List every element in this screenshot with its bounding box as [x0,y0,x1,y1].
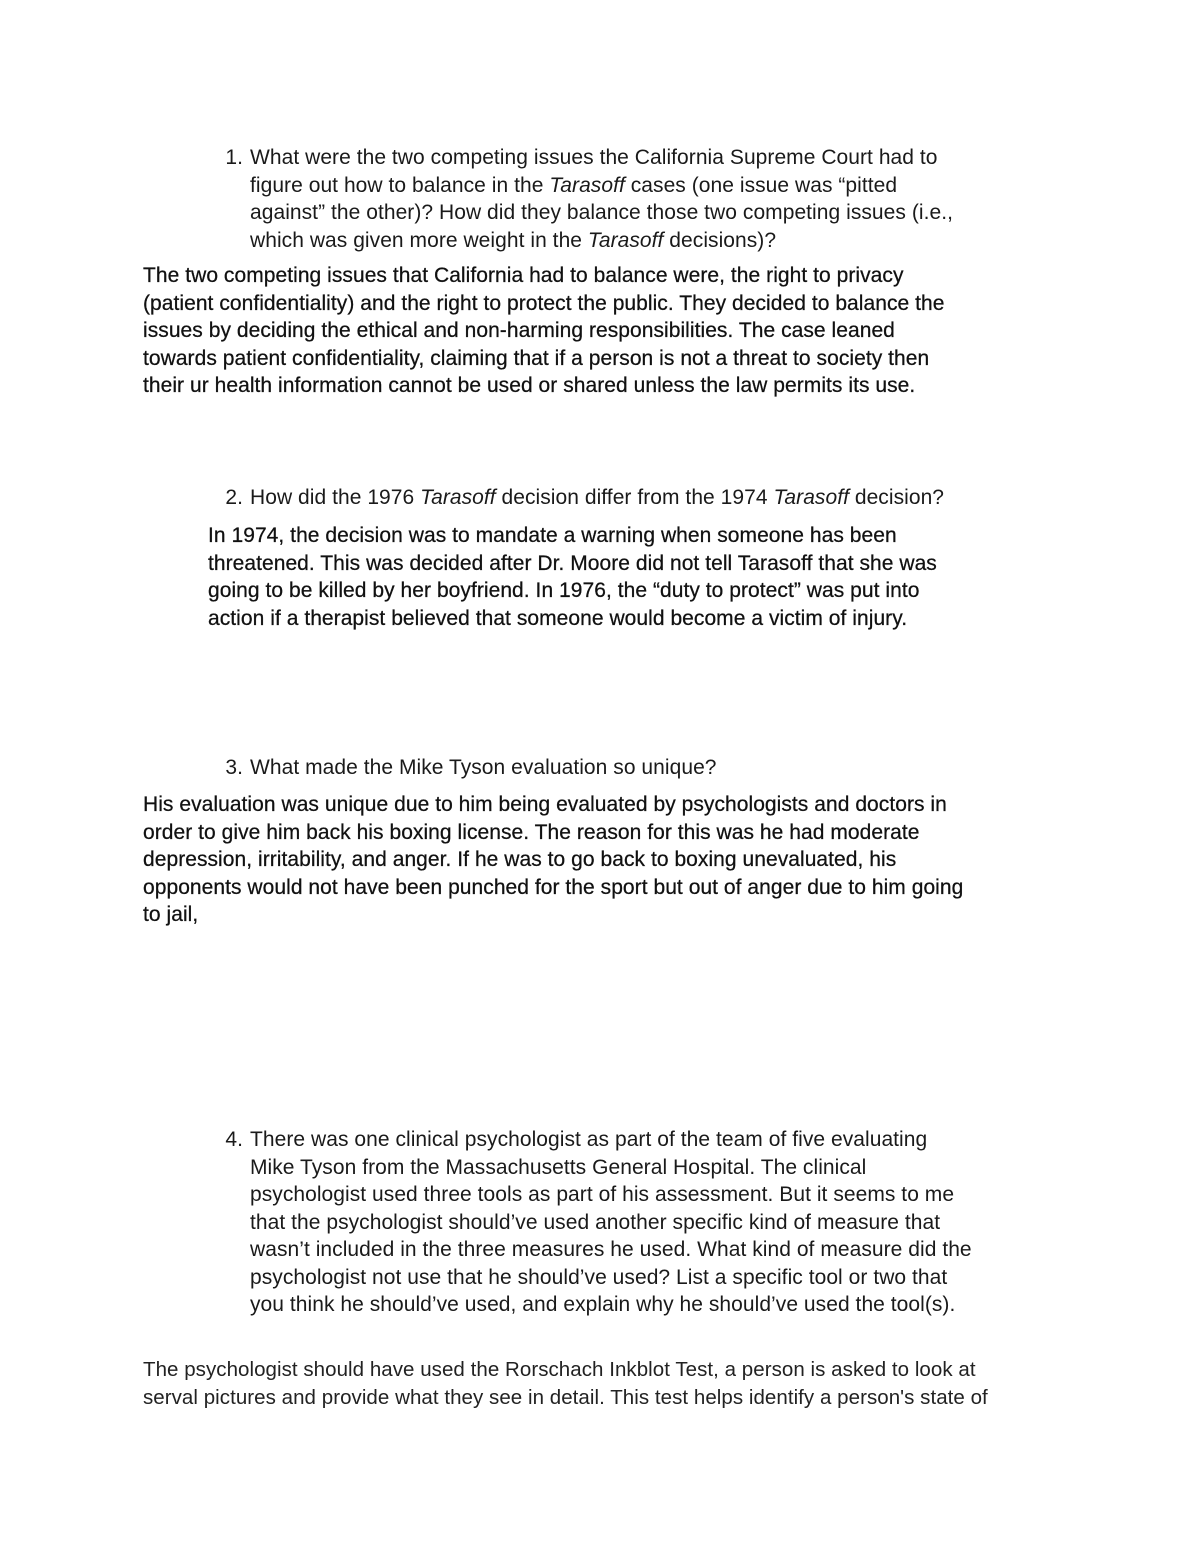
q4-line [250,1264,972,1292]
q4-line [250,1291,972,1319]
q3-line [250,754,717,782]
a3-line: depression, irritability, and anger. If he was to go back to boxing unevaluated, his [143,848,897,871]
a2-line: In 1974, the decision was to mandate a warning when someone has been [208,524,897,547]
q4-line [250,1236,972,1264]
answer-2 [208,522,937,632]
a3-line: His evaluation was unique due to him being evaluated by psychologists and doctors in [143,793,947,816]
a2-line: action if a therapist believed that someone would become a victim of injury. [208,606,908,630]
text-segment: What made the Mike Tyson evaluation so unique? [250,756,717,779]
a4-line: serval pictures and provide what they see in detail. This test helps identify a person's state of [143,1386,988,1409]
text-segment: against” the other)? How did they balance those two competing issues (i.e., [250,201,953,224]
text-segment: cases (one issue was “pitted [624,173,898,197]
text-segment: wasn’t included in the three measures he used. What kind of measure did the [250,1238,972,1261]
case-name-italic: Tarasoff [420,486,496,509]
answer-1 [143,262,944,400]
text-segment: What were the two competing issues the California Supreme Court had to [250,146,938,169]
case-name-italic: Tarasoff [549,173,625,197]
question-4-number: 4. [225,1128,243,1151]
text-segment: that the psychologist should’ve used another specific kind of measure that [250,1210,941,1234]
a2-line: threatened. This was decided after Dr. Moore did not tell Tarasoff that she was [208,551,937,575]
text-segment: psychologist not use that he should’ve used? List a specific tool or two that [250,1265,948,1289]
text-segment: decisions)? [663,228,777,252]
question-3-number: 3. [225,756,243,779]
question-2 [225,484,945,512]
a3-line: order to give him back his boxing license. The reason for this was he had moderate [143,820,920,844]
a1-line: towards patient confidentiality, claiming that if a person is not a threat to society then [143,346,930,370]
text-segment: you think he should’ve used, and explain why he should’ve used the tool(s). [250,1293,956,1316]
question-3 [225,754,717,782]
a3-line: to jail, [143,903,199,926]
q2-line [250,484,944,512]
a1-line: The two competing issues that California had to balance were, the right to privacy [143,264,904,287]
answer-3 [143,791,963,929]
q1-line [250,199,953,227]
q4-line [250,1181,972,1209]
a1-line: issues by deciding the ethical and non-harming responsibilities. The case leaned [143,319,895,342]
a1-line: their ur health information cannot be used or shared unless the law permits its use. [143,374,916,397]
text-segment: psychologist used three tools as part of his assessment. But it seems to me [250,1183,955,1206]
question-1 [225,144,953,254]
text-segment: There was one clinical psychologist as part of the team of five evaluating [250,1128,928,1151]
text-segment: figure out how to balance in the [250,173,550,197]
text-segment: Mike Tyson from the Massachusetts General Hospital. The clinical [250,1155,867,1179]
question-1-number: 1. [225,146,243,169]
text-segment: which was given more weight in the [250,228,588,252]
q1-line [250,172,953,200]
question-2-number: 2. [225,486,243,509]
q4-line [250,1209,972,1237]
text-segment: How did the 1976 [250,486,421,509]
answer-4 [143,1356,988,1412]
q4-line [250,1154,972,1182]
a1-line: (patient confidentiality) and the right to protect the public. They decided to balance the [143,291,945,315]
question-4 [225,1126,972,1319]
text-segment: decision differ from the 1974 [495,486,774,509]
case-name-italic: Tarasoff [587,228,664,252]
a3-line: opponents would not have been punched for the sport but out of anger due to him going [143,875,964,899]
q4-line [250,1126,972,1154]
a4-line: The psychologist should have used the Rorschach Inkblot Test, a person is asked to look at [143,1358,976,1381]
a2-line: going to be killed by her boyfriend. In 1976, the “duty to protect” was put into [208,579,920,602]
text-segment: decision? [848,486,945,509]
case-name-italic: Tarasoff [773,486,849,509]
q1-line [250,227,953,255]
q1-line [250,144,953,172]
